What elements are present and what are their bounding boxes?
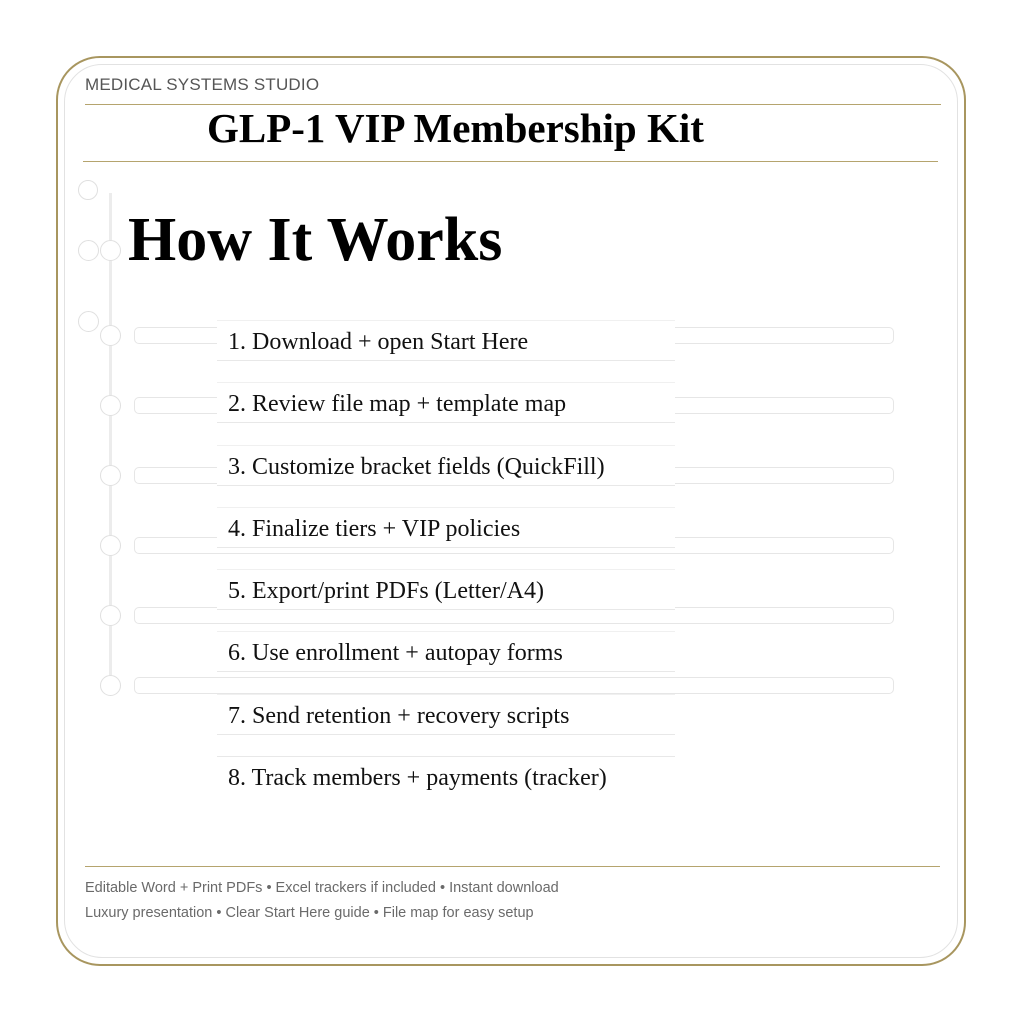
kit-title: GLP-1 VIP Membership Kit xyxy=(207,105,704,151)
timeline-dot xyxy=(100,395,121,416)
timeline-dot xyxy=(100,605,121,626)
timeline-dot xyxy=(100,465,121,486)
footer-features-line: Editable Word + Print PDFs • Excel trackers if included • Instant download xyxy=(85,880,559,896)
timeline-dot xyxy=(100,325,121,346)
footer-benefits-line: Luxury presentation • Clear Start Here guide • File map for easy setup xyxy=(85,905,534,921)
timeline-dot xyxy=(78,311,99,332)
timeline-dot xyxy=(100,240,121,261)
step-item: 2. Review file map + template map xyxy=(217,382,675,423)
studio-name: MEDICAL SYSTEMS STUDIO xyxy=(85,75,320,94)
step-item: 7. Send retention + recovery scripts xyxy=(217,694,675,735)
steps-list xyxy=(217,320,675,818)
section-title: How It Works xyxy=(128,206,503,274)
step-item: 5. Export/print PDFs (Letter/A4) xyxy=(217,569,675,610)
timeline-dot xyxy=(100,675,121,696)
step-item: 4. Finalize tiers + VIP policies xyxy=(217,507,675,548)
header-rule-bottom xyxy=(83,161,938,162)
step-item: 8. Track members + payments (tracker) xyxy=(217,756,675,797)
step-item: 6. Use enrollment + autopay forms xyxy=(217,631,675,672)
timeline-dot xyxy=(78,240,99,261)
step-item: 1. Download + open Start Here xyxy=(217,320,675,361)
footer-rule xyxy=(85,866,940,867)
timeline-dot xyxy=(78,180,98,200)
step-item: 3. Customize bracket fields (QuickFill) xyxy=(217,445,675,486)
timeline-dot xyxy=(100,535,121,556)
